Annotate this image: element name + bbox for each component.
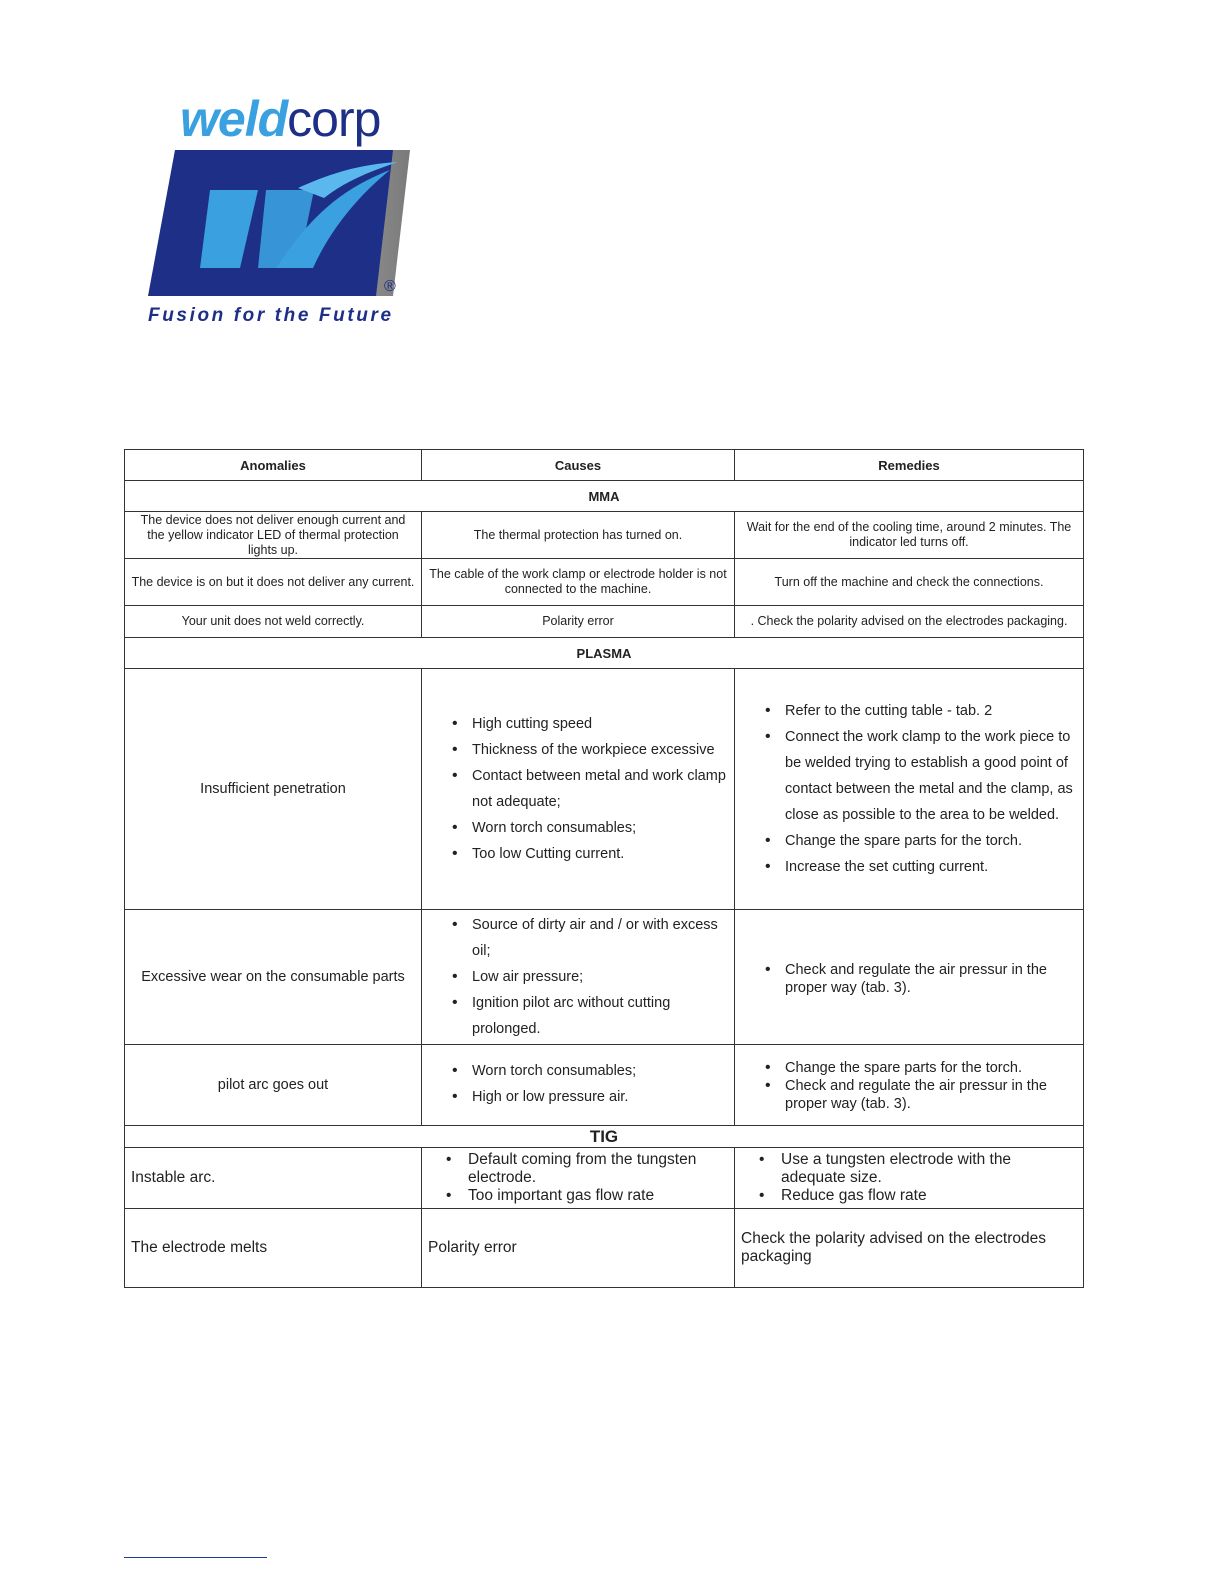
cause-cell: The thermal protection has turned on.: [422, 512, 735, 559]
list-item: • Too important gas flow rate: [446, 1187, 728, 1205]
table-row: [125, 512, 1084, 559]
remedy-cell: Turn off the machine and check the connections.: [735, 559, 1084, 606]
logo-tagline: Fusion for the Future: [148, 305, 394, 326]
weldcorp-logo: [140, 90, 430, 340]
list-item: • Contact between metal and work clamp not adequate;: [452, 763, 728, 815]
table-row: [125, 606, 1084, 638]
table-row: [125, 1045, 1084, 1126]
list-item: • Check and regulate the air pressur in the proper way (tab. 3).: [765, 1077, 1077, 1113]
logo-weld-text: weld: [180, 91, 288, 147]
list-item: • Increase the set cutting current.: [765, 854, 1077, 880]
list-item: • Reduce gas flow rate: [759, 1187, 1077, 1205]
cause-cell: [422, 910, 735, 1045]
anomaly-cell: The electrode melts: [125, 1209, 422, 1288]
registered-mark: ®: [384, 278, 396, 295]
cause-cell: Polarity error: [422, 1209, 735, 1288]
list-item: • Change the spare parts for the torch.: [765, 828, 1077, 854]
logo-corp-text: corp: [287, 91, 381, 147]
table-row: [125, 669, 1084, 910]
table-row: [125, 1209, 1084, 1288]
remedy-cell: . Check the polarity advised on the electrodes packaging.: [735, 606, 1084, 638]
anomaly-cell: Your unit does not weld correctly.: [125, 606, 422, 638]
footnote-separator: [124, 1557, 267, 1558]
cause-cell: [422, 1045, 735, 1126]
header-remedies: Remedies: [735, 450, 1084, 481]
anomaly-cell: The device does not deliver enough current and the yellow indicator LED of thermal protection lights up.: [125, 512, 422, 559]
anomaly-cell: The device is on but it does not deliver any current.: [125, 559, 422, 606]
list-item: • Ignition pilot arc without cutting prolonged.: [452, 990, 728, 1042]
anomaly-cell: Excessive wear on the consumable parts: [125, 910, 422, 1045]
list-item: • Too low Cutting current.: [452, 841, 728, 867]
cause-cell: The cable of the work clamp or electrode holder is not connected to the machine.: [422, 559, 735, 606]
remedy-list: [741, 1059, 1077, 1113]
list-item: • Connect the work clamp to the work piece to be welded trying to establish a good point of contact between the metal and the clamp, as close as possible to the area to be welded.: [765, 724, 1077, 828]
anomaly-cell: Insufficient penetration: [125, 669, 422, 910]
remedy-list: [741, 961, 1077, 997]
table-row: [125, 910, 1084, 1045]
list-item: • High or low pressure air.: [452, 1084, 728, 1110]
section-title-plasma: PLASMA: [125, 638, 1084, 669]
list-item: • Check and regulate the air pressur in the proper way (tab. 3).: [765, 961, 1077, 997]
list-item: • Worn torch consumables;: [452, 1058, 728, 1084]
header-anomalies: Anomalies: [125, 450, 422, 481]
anomaly-cell: Instable arc.: [125, 1148, 422, 1209]
header-causes: Causes: [422, 450, 735, 481]
cause-list: [428, 912, 728, 1042]
list-item: • Default coming from the tungsten electrode.: [446, 1151, 728, 1187]
table-row: [125, 1148, 1084, 1209]
remedy-cell: [735, 910, 1084, 1045]
cause-cell: Polarity error: [422, 606, 735, 638]
remedy-list: [741, 1151, 1077, 1205]
table-header-row: [125, 450, 1084, 481]
list-item: • Thickness of the workpiece excessive: [452, 737, 728, 763]
cause-cell: [422, 669, 735, 910]
remedy-list: [741, 698, 1077, 880]
remedy-cell: Check the polarity advised on the electrodes packaging: [735, 1209, 1084, 1288]
troubleshooting-table: [124, 449, 1084, 1288]
table-row: [125, 559, 1084, 606]
cause-list: [428, 1151, 728, 1205]
remedy-cell: [735, 669, 1084, 910]
list-item: • Source of dirty air and / or with excess oil;: [452, 912, 728, 964]
section-title-tig: TIG: [125, 1126, 1084, 1148]
list-item: • Low air pressure;: [452, 964, 728, 990]
cause-cell: [422, 1148, 735, 1209]
list-item: • Worn torch consumables;: [452, 815, 728, 841]
list-item: • Change the spare parts for the torch.: [765, 1059, 1077, 1077]
remedy-cell: [735, 1045, 1084, 1126]
section-row-tig: [125, 1126, 1084, 1148]
cause-list: [428, 1058, 728, 1110]
list-item: • Use a tungsten electrode with the adequate size.: [759, 1151, 1077, 1187]
section-row-plasma: [125, 638, 1084, 669]
remedy-cell: [735, 1148, 1084, 1209]
list-item: • High cutting speed: [452, 711, 728, 737]
list-item: • Refer to the cutting table - tab. 2: [765, 698, 1077, 724]
section-title-mma: MMA: [125, 481, 1084, 512]
anomaly-cell: pilot arc goes out: [125, 1045, 422, 1126]
section-row-mma: [125, 481, 1084, 512]
logo-w-mark: [148, 150, 410, 298]
logo-wordmark: [180, 90, 380, 148]
remedy-cell: Wait for the end of the cooling time, around 2 minutes. The indicator led turns off.: [735, 512, 1084, 559]
cause-list: [428, 711, 728, 867]
